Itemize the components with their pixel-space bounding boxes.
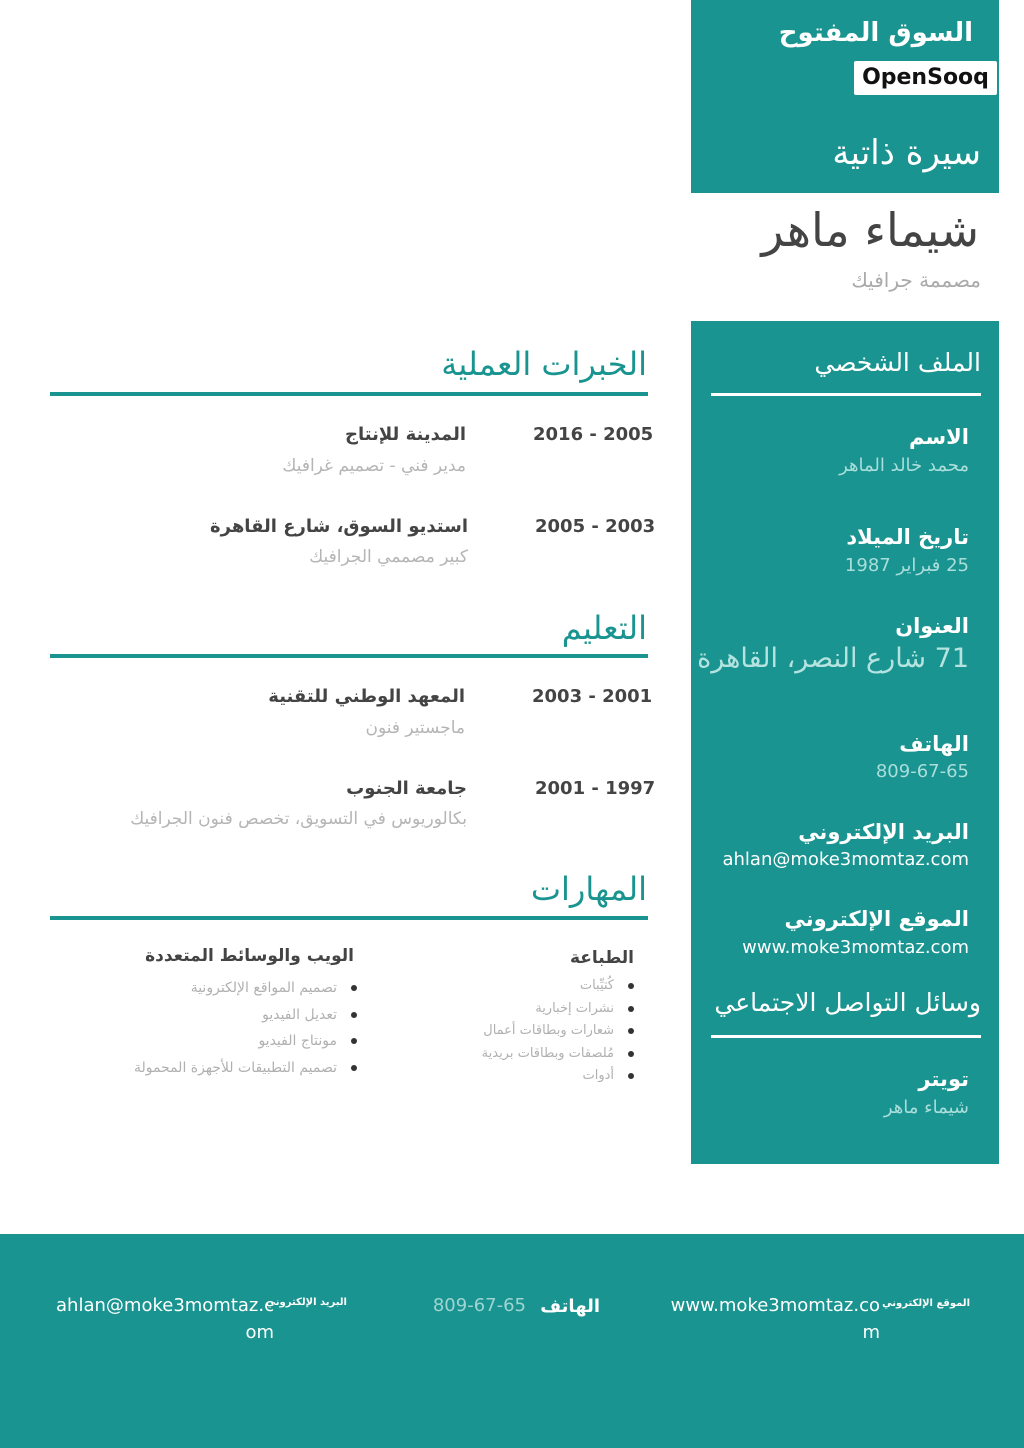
header-box <box>691 0 999 193</box>
footer-phone-label: الهاتف <box>540 1296 600 1317</box>
person-role: مصممة جرافيك <box>851 268 981 292</box>
field-label-birthdate: تاريخ الميلاد <box>846 525 969 549</box>
field-label-phone: الهاتف <box>899 732 969 756</box>
education-org-2: جامعة الجنوب <box>346 778 467 799</box>
experience-years-2: 2005 - 2003 <box>535 516 656 537</box>
social-heading: وسائل التواصل الاجتماعي <box>714 988 981 1017</box>
profile-divider <box>711 393 981 396</box>
skills-divider <box>50 916 648 920</box>
skills-group-web-list <box>134 975 359 1081</box>
experience-org-1: المدينة للإنتاج <box>345 424 466 445</box>
skills-title: المهارات <box>530 870 647 908</box>
brand-logo-arabic: السوق المفتوح <box>778 18 973 48</box>
skills-group-print-list <box>482 975 636 1088</box>
social-value-twitter: شيماء ماهر <box>883 1097 969 1118</box>
field-label-address: العنوان <box>895 614 969 638</box>
experience-years-1: 2016 - 2005 <box>533 424 654 445</box>
education-divider <box>50 654 648 658</box>
profile-sidebar <box>691 321 999 1164</box>
experience-title: الخبرات العملية <box>441 345 647 383</box>
footer-website-value[interactable]: www.moke3momtaz.com <box>670 1295 880 1343</box>
list-item: كُتيِّبات <box>482 975 636 998</box>
social-label-twitter: تويتر <box>918 1067 969 1091</box>
experience-detail-1: مدير فني - تصميم غرافيك <box>282 456 466 476</box>
footer-website-label: الموقع الإلكتروني <box>882 1298 970 1309</box>
brand-logo-english: OpenSooq <box>854 61 997 95</box>
list-item: مونتاج الفيديو <box>134 1028 359 1055</box>
experience-detail-2: كبير مصممي الجرافيك <box>309 547 468 567</box>
education-detail-2: بكالوريوس في التسويق، تخصص فنون الجرافيك <box>130 809 467 829</box>
education-years-2: 2001 - 1997 <box>535 778 656 799</box>
education-detail-1: ماجستير فنون <box>365 718 465 738</box>
document-title: سيرة ذاتية <box>832 133 981 173</box>
profile-heading: الملف الشخصي <box>814 348 981 377</box>
field-label-name: الاسم <box>909 425 969 449</box>
field-label-email: البريد الإلكتروني <box>798 820 969 844</box>
field-value-name: محمد خالد الماهر <box>839 455 969 476</box>
field-value-address: 71 شارع النصر، القاهرة <box>697 643 969 674</box>
list-item: شعارات وبطاقات أعمال <box>482 1020 636 1043</box>
list-item: مُلصقات وبطاقات بريدية <box>482 1043 636 1066</box>
experience-org-2: استديو السوق، شارع القاهرة <box>210 516 468 537</box>
field-value-phone: 809-67-65 <box>875 761 969 782</box>
experience-divider <box>50 392 648 396</box>
person-name: شيماء ماهر <box>761 203 979 257</box>
field-value-birthdate: 25 فبراير 1987 <box>844 555 969 576</box>
field-value-website[interactable]: www.moke3momtaz.com <box>742 937 969 958</box>
list-item: تعديل الفيديو <box>134 1002 359 1029</box>
education-years-1: 2003 - 2001 <box>532 686 653 707</box>
skills-group-web-heading: الويب والوسائط المتعددة <box>145 946 354 966</box>
education-title: التعليم <box>561 609 647 647</box>
education-org-1: المعهد الوطني للتقنية <box>268 686 465 707</box>
list-item: تصميم التطبيقات للأجهزة المحمولة <box>134 1055 359 1082</box>
footer-email-value[interactable]: ahlan@moke3momtaz.com <box>56 1295 274 1343</box>
field-label-website: الموقع الإلكتروني <box>784 907 969 931</box>
footer-email-label: البريد الإلكتروني <box>265 1297 347 1308</box>
list-item: أدوات <box>482 1065 636 1088</box>
list-item: نشرات إخبارية <box>482 998 636 1021</box>
skills-group-print-heading: الطباعة <box>569 948 634 968</box>
field-value-email[interactable]: ahlan@moke3momtaz.com <box>722 849 969 870</box>
social-divider <box>711 1035 981 1038</box>
footer <box>0 1234 1024 1448</box>
list-item: تصميم المواقع الإلكترونية <box>134 975 359 1002</box>
footer-phone-value: 809-67-65 <box>432 1295 526 1316</box>
